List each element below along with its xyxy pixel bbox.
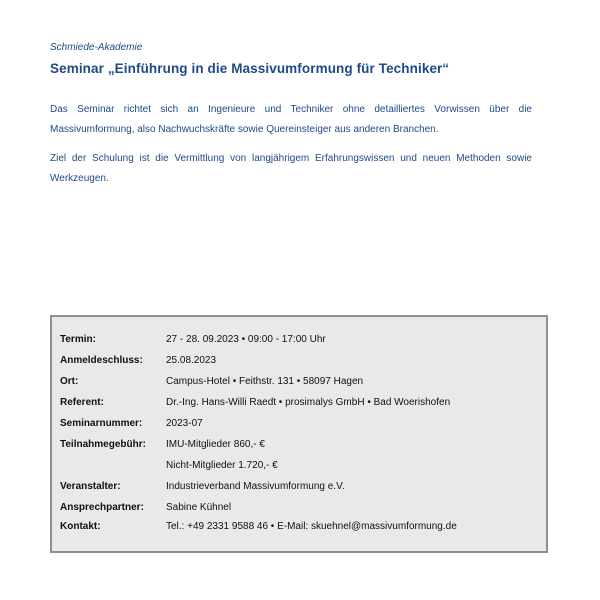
ort-label: Ort: <box>60 375 79 387</box>
teilnahmegebuehr-members-value: IMU-Mitglieder 860,- € <box>166 438 265 450</box>
ort-value: Campus-Hotel • Feithstr. 131 • 58097 Hagen <box>166 375 364 387</box>
veranstalter-value: Industrieverband Massivumformung e.V. <box>166 480 345 492</box>
termin-value: 27 - 28. 09.2023 • 09:00 - 17:00 Uhr <box>166 333 326 345</box>
detail-row-teilnahmegebuehr <box>60 434 265 454</box>
intro-paragraph-goal: Ziel der Schulung ist die Vermittlung von langjährigem Erfahrungswissen und neuen Methoden sowie Werkzeugen. <box>50 153 532 184</box>
veranstalter-label: Veranstalter: <box>60 480 121 492</box>
kontakt-label: Kontakt: <box>60 520 101 532</box>
referent-label: Referent: <box>60 396 104 408</box>
detail-row-termin <box>60 329 326 349</box>
seminarnummer-value: 2023-07 <box>166 417 203 429</box>
detail-row-anmeldeschluss <box>60 350 216 370</box>
organization-kicker: Schmiede-Akademie <box>50 42 143 53</box>
intro-paragraph-audience: Das Seminar richtet sich an Ingenieure und Techniker ohne detailliertes Vorwissen über die Massivumformung, also Nachwuchskräfte sowie Quereinsteiger aus anderen Branchen. <box>50 104 532 135</box>
detail-row-referent <box>60 392 450 412</box>
detail-row-teilnahmegebuehr-nonmembers <box>60 455 278 475</box>
page-title: Seminar „Einführung in die Massivumformung für Techniker“ <box>50 61 450 76</box>
kontakt-value: Tel.: +49 2331 9588 46 • E-Mail: skuehnel@massivumformung.de <box>166 520 457 532</box>
ansprechpartner-value: Sabine Kühnel <box>166 501 232 513</box>
detail-row-ort <box>60 371 363 391</box>
detail-row-kontakt <box>60 516 457 536</box>
teilnahmegebuehr-nonmembers-value: Nicht-Mitglieder 1.720,- € <box>166 459 278 471</box>
seminar-details-box <box>50 315 548 553</box>
teilnahmegebuehr-label: Teilnahmegebühr: <box>60 438 146 450</box>
ansprechpartner-label: Ansprechpartner: <box>60 501 144 513</box>
seminarnummer-label: Seminarnummer: <box>60 417 143 429</box>
detail-row-veranstalter <box>60 476 345 496</box>
anmeldeschluss-value: 25.08.2023 <box>166 354 217 366</box>
termin-label: Termin: <box>60 333 96 345</box>
anmeldeschluss-label: Anmeldeschluss: <box>60 354 143 366</box>
detail-row-ansprechpartner <box>60 497 231 517</box>
referent-value: Dr.-Ing. Hans-Willi Raedt • prosimalys GmbH • Bad Woerishofen <box>166 396 451 408</box>
detail-row-seminarnummer <box>60 413 203 433</box>
